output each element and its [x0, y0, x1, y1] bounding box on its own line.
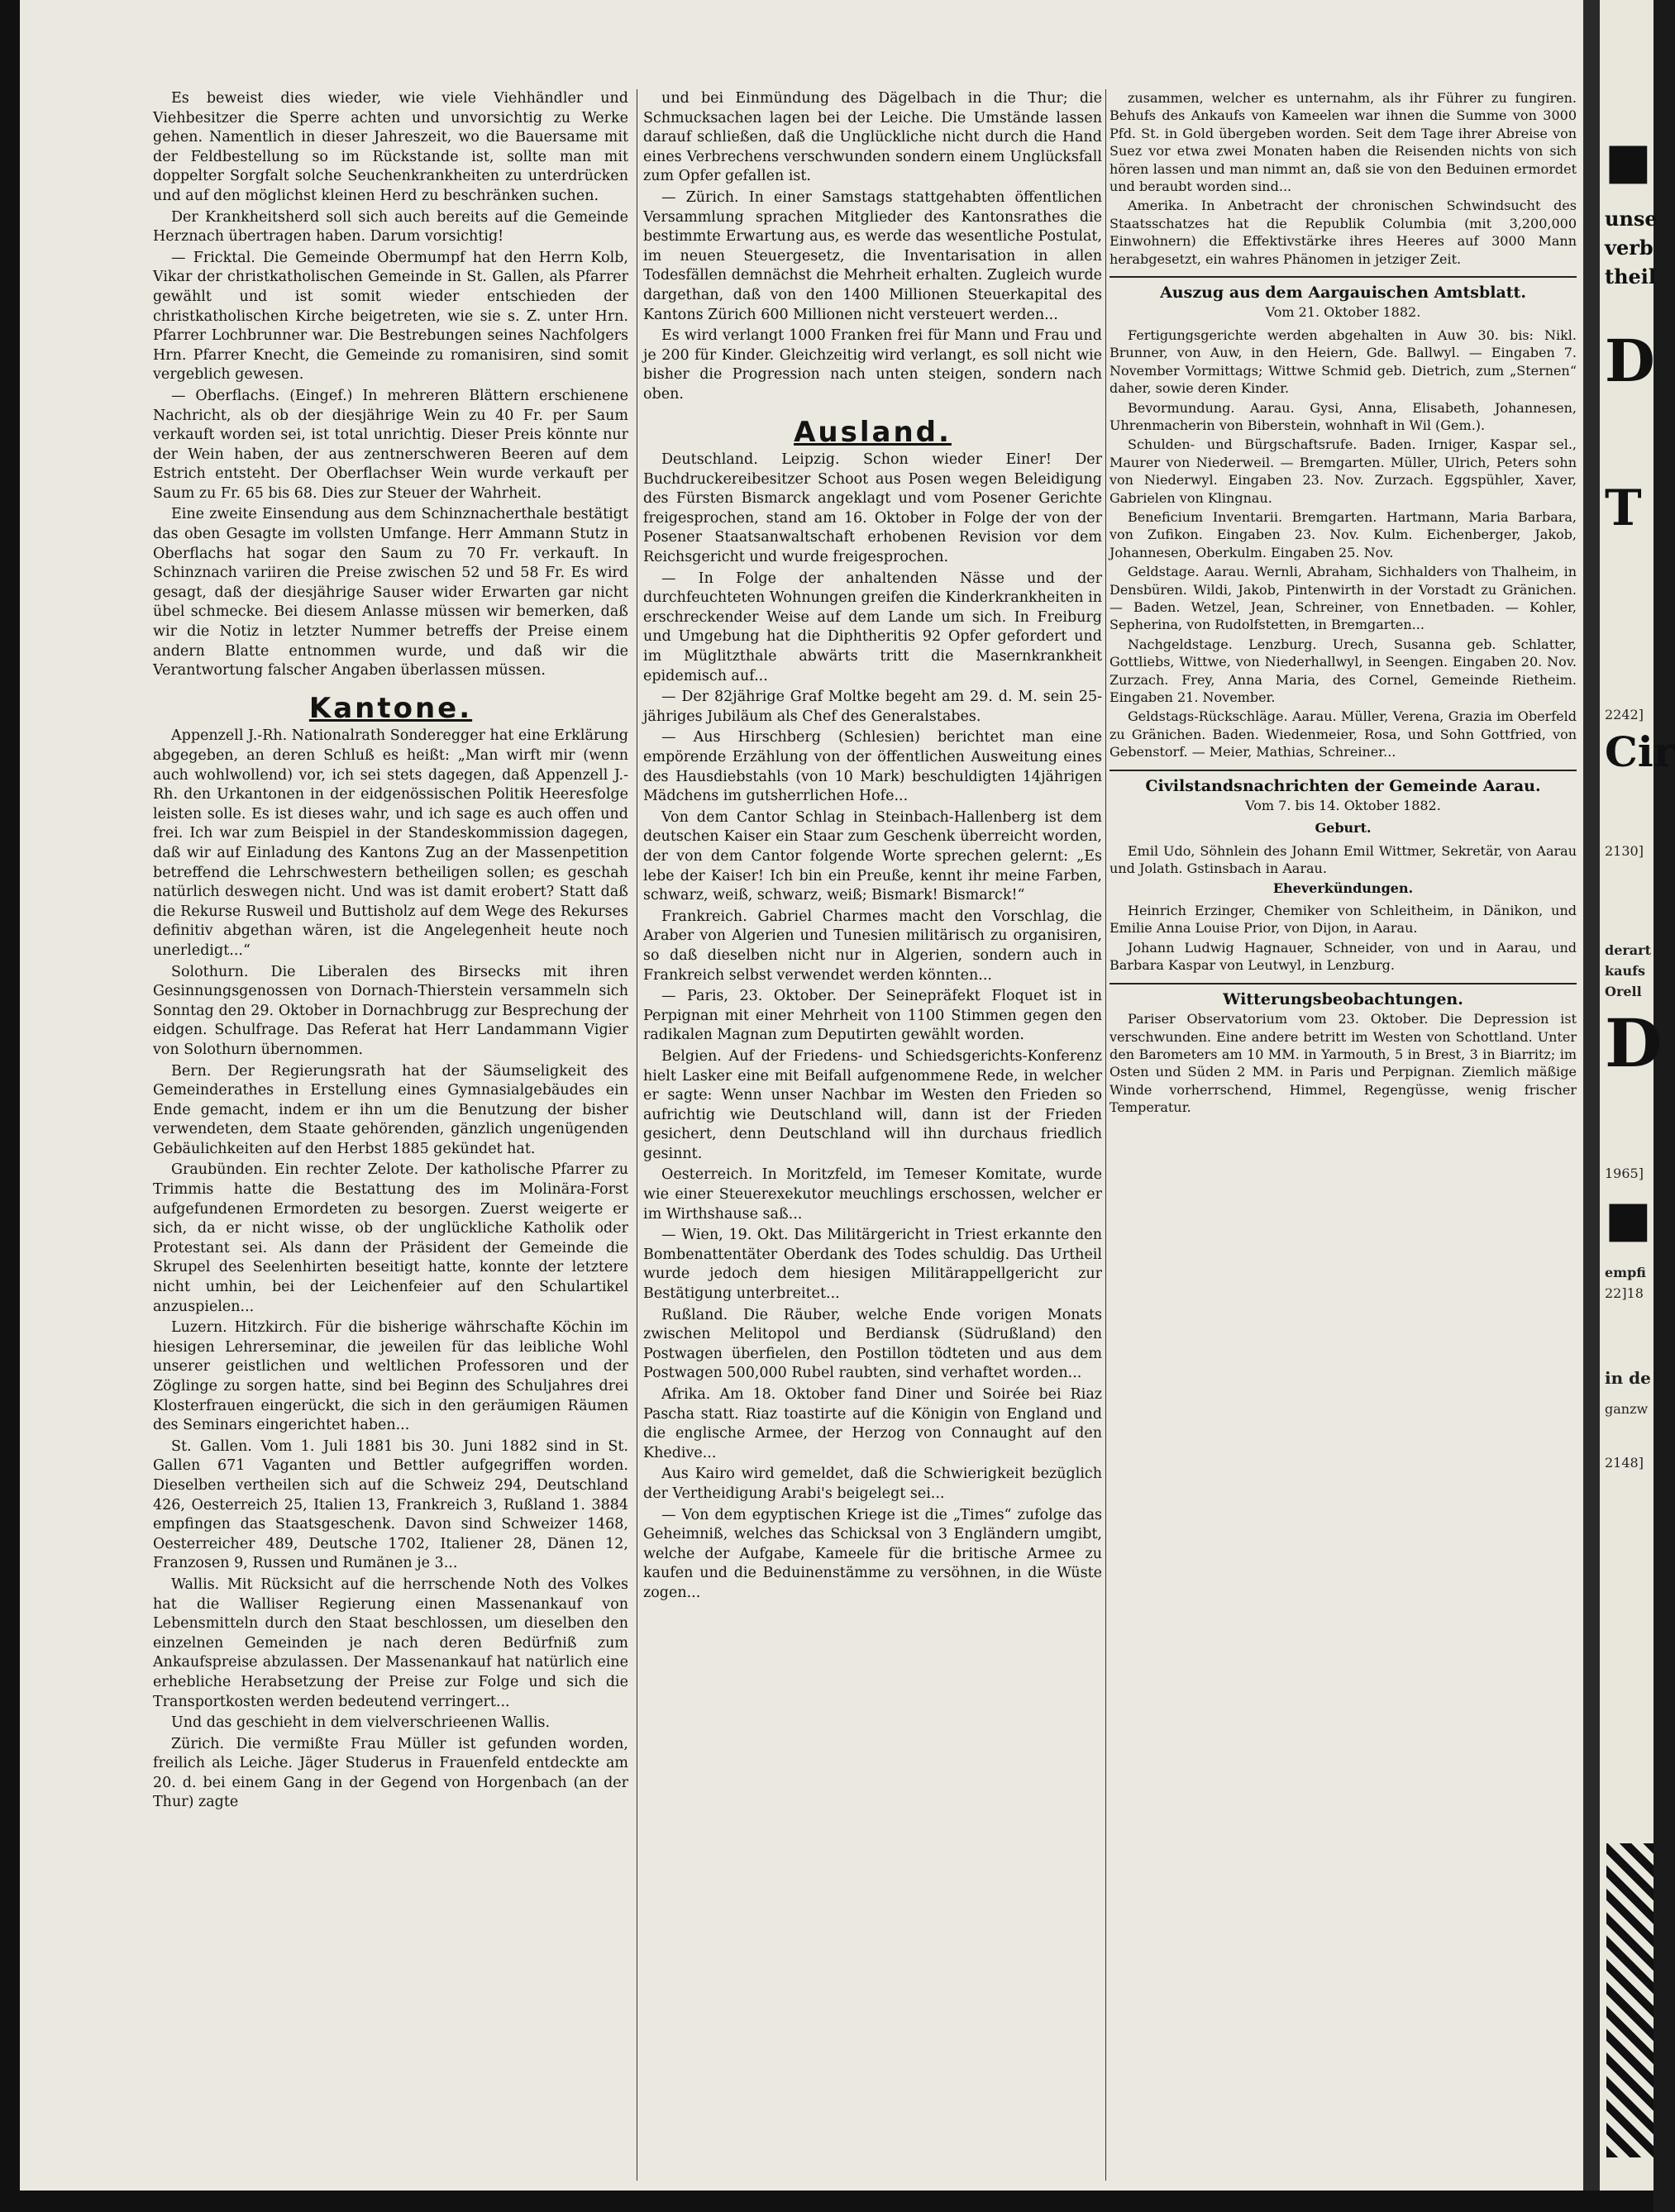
article-paragraph: Graubünden. Ein rechter Zelote. Der katholische Pfarrer zu Trimmis hatte die Bestattung des im Molinära-Forst aufgefundenen Ermordeten zu besorgen. Zuerst weigerte er sich, da er nicht wisse, ob der unglückliche Katholik oder Protestant sei. Als dann der Präsident der Gemeinde die Skrupel des Seelenhirten beseitigt hatte, konnte der letztere nicht umhin, bei der Leichenfeier auf den Schulartikel anzuspielen...: [153, 1161, 628, 1315]
article-paragraph: Afrika. Am 18. Oktober fand Diner und Soirée bei Riaz Pascha statt. Riaz toastirte auf die Königin von England und die englische Armee, der Herzog von Connaught auf den Khedive...: [643, 1386, 1102, 1461]
ad-fragment: empfi: [1605, 1265, 1646, 1280]
ad-fragment: D: [1605, 1004, 1663, 1082]
article-paragraph: — Paris, 23. Oktober. Der Seinepräfekt Floquet ist in Perpignan mit einer Mehrheit von 1100 Stimmen gegen den radikalen Magnan zum Deputirten gewählt worden.: [643, 988, 1102, 1044]
article-paragraph: Zürich. Die vermißte Frau Müller ist gefunden worden, freilich als Leiche. Jäger Studerus in Frauenfeld entdeckte am 20. d. bei einem Gang in der Gegend von Horgenbach (an der Thur) zagte: [153, 1735, 628, 1811]
article-paragraph: Der Krankheitsherd soll sich auch bereits auf die Gemeinde Herznach übertragen haben. Darum vorsichtig!: [153, 208, 628, 246]
article-paragraph: Belgien. Auf der Friedens- und Schiedsgerichts-Konferenz hielt Lasker eine mit Beifall aufgenommene Rede, in welcher er sagte: Wenn unser Nachbar im Westen den Frieden so aufrichtig wie Deutschland will, dann ist der Frieden gesichert, denn Deutschland will ihn durchaus friedlich gesinnt.: [643, 1047, 1102, 1162]
article-paragraph: Von dem Cantor Schlag in Steinbach-Hallenberg ist dem deutschen Kaiser ein Staar zum Geschenk überreicht worden, der von dem Cantor folgende Worte sprechen gelernt: „Es lebe der Kaiser! Ich bin ein Preuße, kennt ihr meine Farben, schwarz, weiß, schwarz, weiß; Bismark! Bismarck!“: [643, 808, 1102, 904]
amtsblatt-entry: Nachgeldstage. Lenzburg. Urech, Susanna geb. Schlatter, Gottliebs, Wittwe, von Niederhallwyl, in Seengen. Eingaben 20. Nov. Zurzach. Frey, Anna Maria, des Cornel, Gemeinde Rietheim. Eingaben 21. November.: [1110, 636, 1577, 705]
article-paragraph: — Von dem egyptischen Kriege ist die „Times“ zufolge das Geheimniß, welches das Schicksal von 3 Engländern umgibt, welche der Aufgabe, Kameele für die britische Armee zu kaufen und die Beduinenstämme zu versöhnen, in die Wüste zogen...: [643, 1506, 1102, 1601]
article-paragraph: Amerika. In Anbetracht der chronischen Schwindsucht des Staatsschatzes hat die Republik Columbia (mit 3,200,000 Einwohnern) die Effektivstärke ihres Heeres auf 3000 Mann herabgesetzt, ein wahres Phänomen in jetziger Zeit.: [1110, 198, 1577, 267]
article-paragraph: Wallis. Mit Rücksicht auf die herrschende Noth des Volkes hat die Walliser Regierung einen Massenankauf von Lebensmitteln durch den Staat beschlossen, um dieselben den einzelnen Gemeinden je nach deren Bedürfniß zum Ankaufspreise abzulassen. Der Massenankauf hat natürlich eine erhebliche Herabsetzung der Preise zur Folge und sich die Transportkosten werden bedeutend verringert...: [153, 1576, 628, 1710]
column-3: [1110, 89, 1577, 2181]
civil-birth-entry: Emil Udo, Söhnlein des Johann Emil Wittmer, Sekretär, von Aarau und Jolath. Gstinsbach in Aarau.: [1110, 842, 1577, 877]
ad-fragment: 22]18: [1605, 1285, 1644, 1301]
page-gutter: [1583, 0, 1600, 2212]
ad-fragment: D: [1605, 327, 1655, 395]
amtsblatt-date: Vom 21. Oktober 1882.: [1265, 304, 1421, 321]
article-paragraph: Aus Kairo wird gemeldet, daß die Schwierigkeit bezüglich der Vertheidigung Arabi's beigelegt sei...: [643, 1466, 1102, 1502]
section-title-kantone: Kantone.: [308, 691, 473, 725]
amtsblatt-title: Auszug aus dem Aargauischen Amtsblatt.: [1110, 276, 1577, 302]
ad-fragment: Cir: [1605, 727, 1675, 776]
ad-fragment: 1965]: [1605, 1166, 1644, 1181]
scan-border-left: [0, 0, 20, 2212]
weather-text: Pariser Observatorium vom 23. Oktober. Die Depression ist verschwunden. Eine andere betritt im Westen von Schottland. Unter den Barometers am 10 MM. in Yarmouth, 5 in Brest, 3 in Biarritz; im Osten und Süden 2 MM. in Paris und Perpignan. Ziemlich mäßige Winde vorherrschend, Himmel, Regengüsse, wenig frischer Temperatur.: [1110, 1011, 1577, 1116]
article-paragraph: Deutschland. Leipzig. Schon wieder Einer! Der Buchdruckereibesitzer Schoot aus Posen wegen Beleidigung des Fürsten Bismarck angeklagt und vom Posener Gerichte freigesprochen, stand am 16. Oktober in Folge der von der Posener Staatsanwaltschaft erhobenen Revision vor dem Reichsgericht und wurde freigesprochen.: [643, 451, 1102, 566]
civil-marriage-label: Eheverkündungen.: [1272, 880, 1414, 896]
civil-date: Vom 7. bis 14. Oktober 1882.: [1245, 798, 1441, 814]
article-paragraph: — Der 82jährige Graf Moltke begeht am 29. d. M. sein 25-jähriges Jubiläum als Chef des Generalstabes.: [643, 689, 1102, 725]
ad-fragment: derart: [1605, 942, 1651, 958]
ad-fragment: ganzw: [1605, 1401, 1649, 1417]
ad-fragment: unse: [1605, 207, 1658, 231]
ad-fragment: T: [1605, 479, 1642, 537]
civil-title: Civilstandsnachrichten der Gemeinde Aarau.: [1110, 770, 1577, 795]
civil-marriage-entry: Heinrich Erzinger, Chemiker von Schleitheim, in Dänikon, und Emilie Anna Louise Prior, von Dijon, in Aarau.: [1110, 903, 1577, 937]
article-paragraph: Appenzell J.-Rh. Nationalrath Sonderegger hat eine Erklärung abgegeben, an deren Schluß es heißt: „Man wirft mir (wenn auch wohlwollend) vor, ich sei stets dagegen, daß Appenzell J.-Rh. den Urkantonen in der eidgenössischen Politik Heeresfolge leisten solle. Es ist dieses wahr, und ich sage es auch offen und frei. Ich war zum Beispiel in der Standeskommission dagegen, daß wir auf Einladung des Kantons Zug an der Massenpetition betreffend die Lehrschwestern betheiligen sollen; es geschah natürlich deswegen nicht. Und was ist damit erobert? Statt daß die Rekurse Rusweil und Buttisholz auf dem Wege des Rekurses definitiv abgethan wären, ist die Angelegenheit heute noch unerledigt...“: [153, 727, 628, 959]
amtsblatt-entry: Bevormundung. Aarau. Gysi, Anna, Elisabeth, Johannesen, Uhrenmacherin von Biberstein, wohnhaft in Wil (Gem.).: [1110, 399, 1577, 433]
civil-birth-label: Geburt.: [1315, 820, 1372, 837]
weather-title: Witterungsbeobachtungen.: [1110, 983, 1577, 1008]
amtsblatt-entry: Geldstags-Rückschläge. Aarau. Müller, Verena, Grazia im Oberfeld zu Gränichen. Baden. Wiedenmeier, Rosa, und Sohn Gottfried, von Gebenstorf. — Meier, Mathias, Schreiner...: [1110, 708, 1577, 760]
article-paragraph: — Fricktal. Die Gemeinde Obermumpf hat den Herrn Kolb, Vikar der christkatholischen Gemeinde in St. Gallen, als Pfarrer gewählt und ist somit wieder entschieden der christkatholischen Kirche beigetreten, wie sie s. Z. unter Hrn. Pfarrer Lochbrunner war. Die Bestrebungen seines Nachfolgers Hrn. Pfarrer Knecht, die Gemeinde zu romanisiren, sind somit vergeblich gewesen.: [153, 249, 628, 384]
article-paragraph: Und das geschieht in dem vielverschrieenen Wallis.: [171, 1714, 551, 1732]
article-paragraph: Bern. Der Regierungsrath hat der Säumseligkeit des Gemeinderathes in Erstellung eines Gymnasialgebäudes ein Ende gemacht, indem er ihn um die Benutzung der bisher verwendeten, dem Staate gehörenden, gänzlich ungenügenden Gebäulichkeiten auf den Herbst 1885 gekündet hat.: [153, 1062, 628, 1157]
section-title-ausland: Ausland.: [794, 415, 952, 449]
ad-fragment: ■: [1605, 1190, 1652, 1248]
column-1: [153, 89, 628, 2181]
decorative-checker-pattern: [1606, 1843, 1654, 2157]
article-paragraph: — Oberflachs. (Eingef.) In mehreren Blättern erschienene Nachricht, als ob der diesjährige Wein zu 40 Fr. per Saum verkauft worden sei, ist total unrichtig. Dieser Preis könnte nur der Wein haben, der aus zentnerschweren Beeren auf dem Estrich entsteht. Der Oberflachser Wein wurde verkauft per Saum zu Fr. 65 bis 68. Dies zur Steuer der Wahrheit.: [153, 387, 628, 502]
article-paragraph: Frankreich. Gabriel Charmes macht den Vorschlag, die Araber von Algerien und Tunesien militärisch zu organisiren, so daß dieselben nicht nur in Algerien, sondern auch in Frankreich selbst verwendet werden könnten...: [643, 908, 1102, 984]
article-paragraph: — Zürich. In einer Samstags stattgehabten öffentlichen Versammlung sprachen Mitglieder des Kantonsrathes die bestimmte Erwartung aus, es werde das wesentliche Postulat, im neuen Steuergesetz, die Inventarisation in allen Todesfällen demnächst die Mehrheit erhalten. Zugleich wurde dargethan, daß von den 1400 Millionen Steuerkapital des Kantons Zürich 600 Millionen nicht versteuert werden...: [643, 188, 1102, 323]
ad-fragment: Orell: [1605, 984, 1642, 999]
civil-marriage-entry: Johann Ludwig Hagnauer, Schneider, von und in Aarau, und Barbara Kaspar von Leutwyl, in Lenzburg.: [1110, 939, 1577, 974]
article-paragraph: Solothurn. Die Liberalen des Birsecks mit ihren Gesinnungsgenossen von Dornach-Thierstein versammeln sich Sonntag den 29. Oktober in Dornachbrugg zur Besprechung der eidgen. Schulfrage. Das Referat hat Herr Landammann Vigier von Solothurn übernommen.: [153, 963, 628, 1058]
article-paragraph: — In Folge der anhaltenden Nässe und der durchfeuchteten Wohnungen greifen die Kinderkrankheiten in erschreckender Weise auf dem Lande um sich. In Freiburg und Umgebung hat die Diphtheritis 92 Opfer gefordert und im Müglitzthale abwärts tritt die Masernkrankheit epidemisch auf...: [643, 570, 1102, 684]
article-paragraph: St. Gallen. Vom 1. Juli 1881 bis 30. Juni 1882 sind in St. Gallen 671 Vaganten und Bettler aufgegriffen worden. Dieselben vertheilen sich auf die Schweiz 294, Deutschland 426, Oesterreich 25, Italien 13, Frankreich 3, Rußland 1. 3884 empfingen das Staatsgeschenk. Davon sind Schweizer 1468, Oesterreicher 489, Deutsche 1702, Italiener 28, Dänen 12, Franzosen 9, Russen und Rumänen je 3...: [153, 1437, 628, 1572]
ad-fragment: kaufs: [1605, 963, 1645, 979]
ad-fragment: 2242]: [1605, 707, 1644, 722]
scan-border-bottom: [0, 2191, 1654, 2212]
article-paragraph: Es beweist dies wieder, wie viele Viehhändler und Viehbesitzer die Sperre achten und unvorsichtig zu Werke gehen. Namentlich in dieser Jahreszeit, wo die Bauersame mit der Feldbestellung so im Rückstande ist, sollte man mit doppelter Sorgfalt solche Seuchenkrankheiten zu unterdrücken und auf den möglichst kleinen Herd zu beschränken suchen.: [153, 90, 628, 204]
article-paragraph: — Wien, 19. Okt. Das Militärgericht in Triest erkannte den Bombenattentäter Oberdank des Todes schuldig. Das Urtheil wurde jedoch dem hiesigen Militärappellgericht zur Bestätigung unterbreitet...: [643, 1227, 1102, 1303]
article-paragraph: und bei Einmündung des Dägelbach in die Thur; die Schmucksachen lagen bei der Leiche. Die Umstände lassen darauf schließen, daß die Unglückliche nicht durch die Hand eines Verbrechens verschwunden sondern einem Unglücksfall zum Opfer gefallen ist.: [643, 90, 1102, 185]
article-paragraph: zusammen, welcher es unternahm, als ihr Führer zu fungiren. Behufs des Ankaufs von Kameelen war ihnen die Summe von 3000 Pfd. St. in Gold übergeben worden. Seit dem Tage ihrer Abreise von Suez vor etwa zwei Monaten haben die Reisenden nichts von sich hören lassen und man nimmt an, daß sie von den Beduinen ermordet und beraubt worden sind...: [1110, 90, 1577, 195]
amtsblatt-entry: Fertigungsgerichte werden abgehalten in Auw 30. bis: Nikl. Brunner, von Auw, in den Heiern, Gde. Ballwyl. — Eingaben 7. November Vormittags; Wittwe Schmid geb. Dietrich, zum „Sternen“ daher, sowie deren Kinder.: [1110, 327, 1577, 397]
ad-fragment: verb: [1605, 236, 1654, 260]
article-paragraph: Oesterreich. In Moritzfeld, im Temeser Komitate, wurde wie einer Steuerexekutor meuchlings erschossen, welcher er im Wirthshause saß...: [643, 1166, 1102, 1223]
article-paragraph: Eine zweite Einsendung aus dem Schinznacherthale bestätigt das oben Gesagte im vollsten Umfange. Herr Ammann Stutz in Oberflachs hat sogar den Saum zu 70 Fr. verkauft. In Schinznach variiren die Preise zwischen 52 und 58 Fr. Es wird gesagt, daß der diesjährige Sauser wider Erwarten gar nicht übel schmecke. Bei diesem Anlasse müssen wir bemerken, daß wir die Notiz in letzter Nummer betreffs der Preise einem andern Blatte entnommen wurde, und daß wir die Verantwortung falscher Angaben überlassen müssen.: [153, 506, 628, 679]
article-paragraph: Es wird verlangt 1000 Franken frei für Mann und Frau und je 200 für Kinder. Gleichzeitig wird verlangt, es soll nicht wie bisher die Progression nach unten steigen, sondern nach oben.: [643, 327, 1102, 403]
amtsblatt-entry: Schulden- und Bürgschaftsrufe. Baden. Irniger, Kaspar sel., Maurer von Niederweil. — Bremgarten. Müller, Ulrich, Peters sohn von Niederwyl. Eingaben 23. Nov. Zurzach. Eggspühler, Xaver, Gabrielen von Klingnau.: [1110, 436, 1577, 506]
ad-fragment: ■: [1605, 132, 1652, 190]
article-paragraph: — Aus Hirschberg (Schlesien) berichtet man eine empörende Erzählung von der öffentlichen Ausweitung eines des Hausdiebstahls (von 10 Mark) beschuldigten 14jährigen Mädchens im gutsherrlichen Hofe...: [643, 729, 1102, 805]
column-rule: [1105, 89, 1106, 2181]
adjacent-page-strip: [1600, 0, 1675, 2191]
amtsblatt-entry: Beneficium Inventarii. Bremgarten. Hartmann, Maria Barbara, von Zufikon. Eingaben 23. Nov. Kulm. Eichenberger, Jakob, Johannesen, Oberkulm. Eingaben 25. Nov.: [1110, 508, 1577, 560]
ad-fragment: 2130]: [1605, 843, 1644, 859]
ad-fragment: theil: [1605, 265, 1657, 288]
ad-fragment: 2148]: [1605, 1455, 1644, 1471]
article-paragraph: Luzern. Hitzkirch. Für die bisherige währschafte Köchin im hiesigen Lehrerseminar, die jeweilen für das leibliche Wohl unserer geistlichen und weltlichen Professoren und der Zöglinge zu sorgen hatte, sind bei Beginn des Schuljahres drei Klosterfrauen eingerückt, die sich in den geräumigen Räumen des Seminars eingerichtet haben...: [153, 1319, 628, 1434]
column-2: [643, 89, 1102, 2181]
ad-fragment: in de: [1605, 1368, 1651, 1388]
amtsblatt-entry: Geldstage. Aarau. Wernli, Abraham, Sichhalders von Thalheim, in Densbüren. Wildi, Jakob, Pintenwirth in der Vorstadt zu Gränichen. — Baden. Wetzel, Jean, Schreiner, von Ennetbaden. — Kohler, Sepherina, von Rudolfstetten, in Bremgarten...: [1110, 564, 1577, 633]
article-paragraph: Rußland. Die Räuber, welche Ende vorigen Monats zwischen Melitopol und Berdiansk (Südrußland) den Postwagen überfielen, den Postillon tödteten und aus dem Postwagen 500,000 Rubel raubten, sind verhaftet worden...: [643, 1306, 1102, 1382]
